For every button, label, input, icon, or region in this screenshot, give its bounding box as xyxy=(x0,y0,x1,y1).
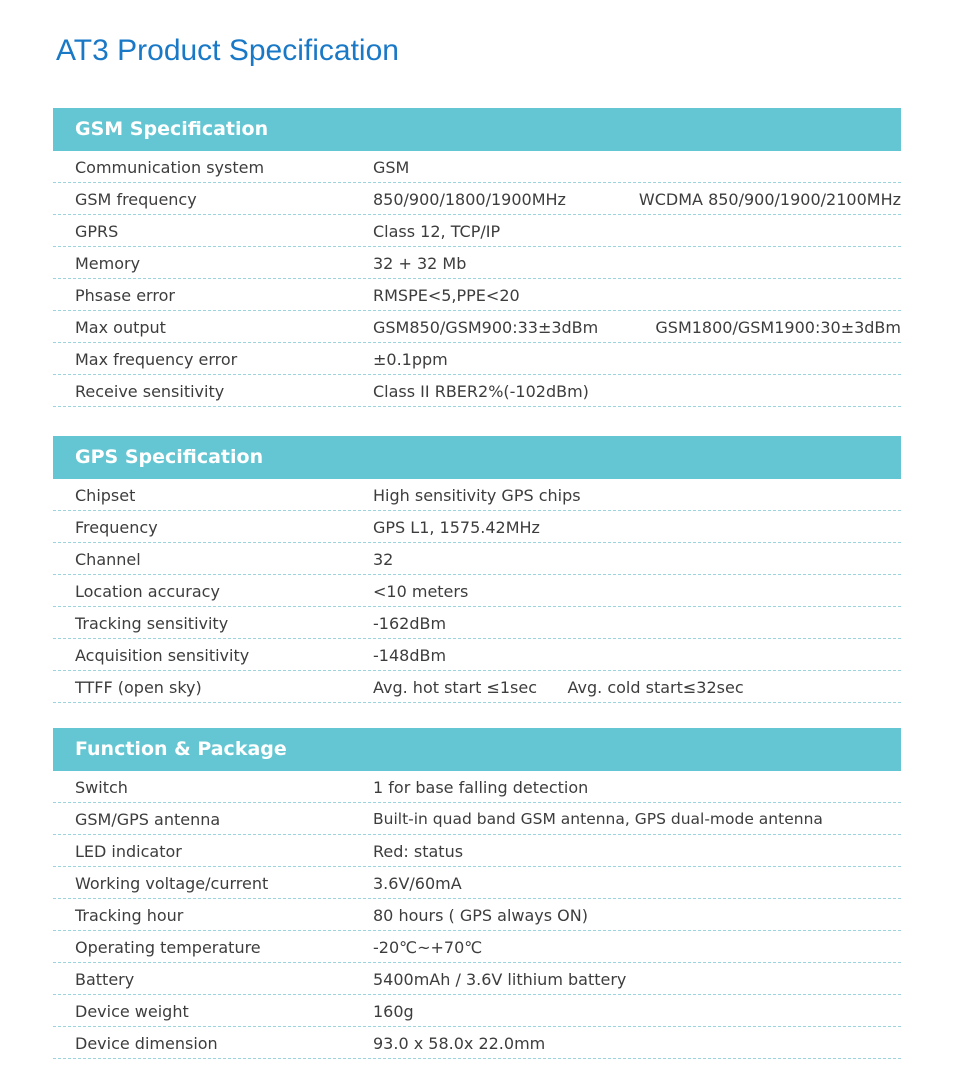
spec-row xyxy=(53,215,901,247)
spec-value: High sensitivity GPS chips xyxy=(373,486,581,505)
spec-value: <10 meters xyxy=(373,582,469,601)
gsm-specification-section xyxy=(53,108,901,407)
spec-row xyxy=(53,931,901,963)
spec-label: Acquisition sensitivity xyxy=(75,646,250,665)
spec-label: Memory xyxy=(75,254,141,273)
spec-value: 5400mAh / 3.6V lithium battery xyxy=(373,970,627,989)
spec-label: Operating temperature xyxy=(75,938,261,957)
spec-row xyxy=(53,771,901,803)
spec-row xyxy=(53,151,901,183)
spec-value: Built-in quad band GSM antenna, GPS dual-mode antenna xyxy=(373,810,823,828)
spec-value: -148dBm xyxy=(373,646,447,665)
spec-value-secondary: GSM1800/GSM1900:30±3dBm xyxy=(655,318,901,337)
spec-label: GPRS xyxy=(75,222,119,241)
spec-value: Avg. hot start ≤1sec Avg. cold start≤32sec xyxy=(373,678,744,697)
spec-value: 32 + 32 Mb xyxy=(373,254,467,273)
spec-row xyxy=(53,575,901,607)
spec-label: Receive sensitivity xyxy=(75,382,225,401)
spec-row xyxy=(53,899,901,931)
spec-row xyxy=(53,963,901,995)
spec-label: Phsase error xyxy=(75,286,175,305)
spec-row xyxy=(53,803,901,835)
spec-value: Class II RBER2%(-102dBm) xyxy=(373,382,589,401)
spec-row xyxy=(53,247,901,279)
spec-row xyxy=(53,543,901,575)
spec-value: 160g xyxy=(373,1002,414,1021)
spec-value: GSM xyxy=(373,158,410,177)
spec-label: Location accuracy xyxy=(75,582,220,601)
spec-value: Red: status xyxy=(373,842,464,861)
spec-label: Switch xyxy=(75,778,128,797)
spec-label: Max output xyxy=(75,318,166,337)
section-header: Function & Package xyxy=(53,728,901,771)
spec-value: RMSPE<5,PPE<20 xyxy=(373,286,520,305)
spec-label: Channel xyxy=(75,550,141,569)
spec-value: ±0.1ppm xyxy=(373,350,448,369)
spec-value: -162dBm xyxy=(373,614,447,633)
gps-specification-section xyxy=(53,436,901,703)
spec-value: 93.0 x 58.0x 22.0mm xyxy=(373,1034,546,1053)
spec-label: Tracking sensitivity xyxy=(75,614,229,633)
spec-label: GSM/GPS antenna xyxy=(75,810,221,829)
spec-label: Working voltage/current xyxy=(75,874,269,893)
spec-row xyxy=(53,511,901,543)
spec-value: 80 hours ( GPS always ON) xyxy=(373,906,588,925)
spec-value: Class 12, TCP/IP xyxy=(373,222,501,241)
spec-label: Device dimension xyxy=(75,1034,218,1053)
spec-label: Battery xyxy=(75,970,135,989)
spec-label: Device weight xyxy=(75,1002,189,1021)
spec-label: Tracking hour xyxy=(75,906,184,925)
section-header: GPS Specification xyxy=(53,436,901,479)
spec-label: Chipset xyxy=(75,486,136,505)
spec-row xyxy=(53,279,901,311)
spec-label: LED indicator xyxy=(75,842,182,861)
spec-label: GSM frequency xyxy=(75,190,197,209)
spec-row xyxy=(53,607,901,639)
section-header: GSM Specification xyxy=(53,108,901,151)
spec-row xyxy=(53,311,901,343)
spec-row xyxy=(53,835,901,867)
spec-row xyxy=(53,867,901,899)
spec-value: GPS L1, 1575.42MHz xyxy=(373,518,540,537)
spec-row xyxy=(53,639,901,671)
spec-row xyxy=(53,1027,901,1059)
spec-row xyxy=(53,183,901,215)
spec-value: -20℃~+70℃ xyxy=(373,938,483,957)
spec-row xyxy=(53,375,901,407)
spec-row xyxy=(53,671,901,703)
spec-value: GSM850/GSM900:33±3dBm xyxy=(373,318,599,337)
spec-value: 850/900/1800/1900MHz xyxy=(373,190,566,209)
page-title: AT3 Product Specification xyxy=(56,34,399,67)
spec-label: Max frequency error xyxy=(75,350,238,369)
spec-value-secondary: WCDMA 850/900/1900/2100MHz xyxy=(638,190,901,209)
function-package-section xyxy=(53,728,901,1059)
spec-row xyxy=(53,995,901,1027)
spec-value: 1 for base falling detection xyxy=(373,778,589,797)
spec-row xyxy=(53,479,901,511)
spec-label: TTFF (open sky) xyxy=(75,678,202,697)
spec-value: 3.6V/60mA xyxy=(373,874,462,893)
spec-label: Communication system xyxy=(75,158,265,177)
spec-row xyxy=(53,343,901,375)
spec-label: Frequency xyxy=(75,518,158,537)
spec-value: 32 xyxy=(373,550,394,569)
